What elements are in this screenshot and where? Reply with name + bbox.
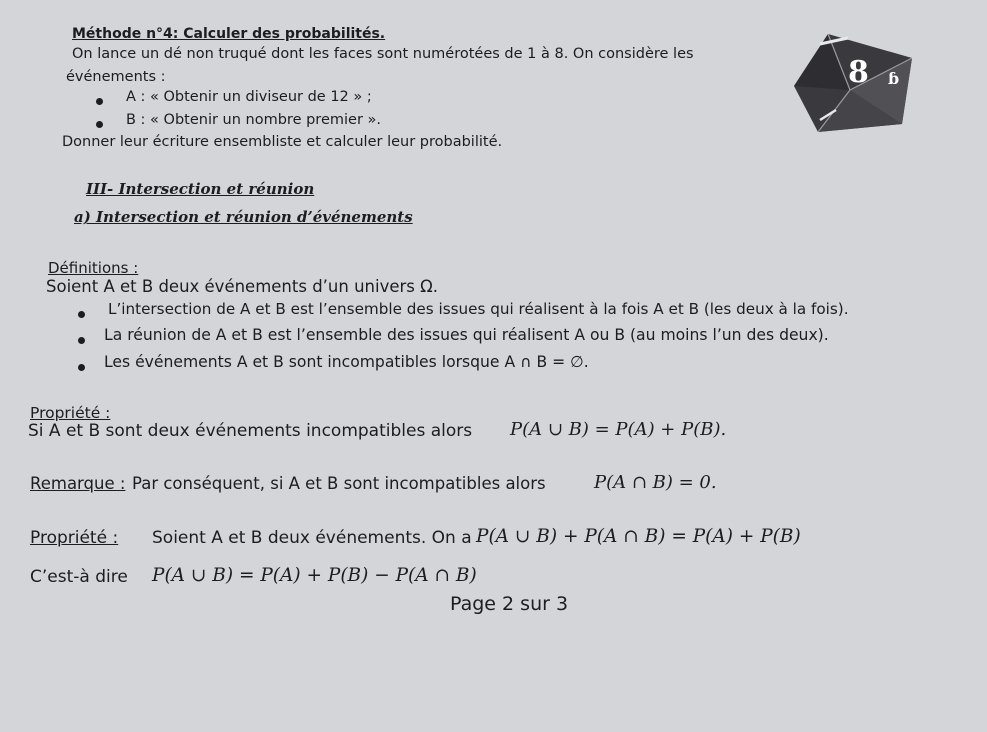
propriete1-heading: Propriété : (30, 404, 111, 422)
remarque-heading: Remarque : (30, 474, 126, 493)
definitions-heading: Définitions : (48, 259, 139, 277)
remarque-formula: P(A ∩ B) = 0. (594, 472, 717, 493)
section-subtitle: a) Intersection et réunion d’événements (74, 208, 413, 226)
methode-intro-line1: On lance un dé non truqué dont les faces sont numérotées de 1 à 8. On considère les (72, 46, 694, 62)
definition-incompatible: Les événements A et B sont incompatibles lorsque A ∩ B = ∅. (104, 353, 589, 371)
propriete2-text: Soient A et B deux événements. On a (152, 528, 472, 548)
definition-intersection: L’intersection de A et B est l’ensemble des issues qui réalisent à la fois A et B (les deux à la fois). (108, 300, 849, 318)
propriete2-heading: Propriété : (30, 528, 119, 548)
propriete2-line2-formula: P(A ∪ B) = P(A) + P(B) − P(A ∩ B) (152, 565, 477, 586)
event-a: A : « Obtenir un diviseur de 12 » ; (126, 89, 372, 105)
event-b: B : « Obtenir un nombre premier ». (126, 112, 381, 128)
propriete2-line2-text: C’est-à dire (30, 567, 128, 587)
definition-union: La réunion de A et B est l’ensemble des issues qui réalisent A ou B (au moins l’un des deux). (104, 326, 829, 344)
bullet-icon (96, 121, 103, 128)
methode-title: Méthode n°4: Calculer des probabilités. (72, 26, 386, 42)
methode-instruction: Donner leur écriture ensembliste et calculer leur probabilité. (62, 134, 503, 150)
bullet-icon (78, 337, 85, 344)
remarque-text: Par conséquent, si A et B sont incompatibles alors (132, 474, 546, 493)
bullet-icon (78, 311, 85, 318)
section-title: III- Intersection et réunion (86, 180, 315, 198)
definitions-lead: Soient A et B deux événements d’un univers Ω. (46, 277, 438, 296)
propriete1-formula: P(A ∪ B) = P(A) + P(B). (510, 419, 727, 440)
die-number: 8 (848, 55, 869, 90)
bullet-icon (78, 364, 85, 371)
methode-intro-line2: événements : (66, 69, 166, 85)
bullet-icon (96, 98, 103, 105)
propriete1-text: Si A et B sont deux événements incompatibles alors (28, 421, 473, 441)
propriete2-formula: P(A ∪ B) + P(A ∩ B) = P(A) + P(B) (476, 526, 801, 547)
page-number: Page 2 sur 3 (450, 593, 569, 615)
svg-text:ɓ: ɓ (888, 69, 900, 88)
d8-die-icon (790, 28, 920, 138)
